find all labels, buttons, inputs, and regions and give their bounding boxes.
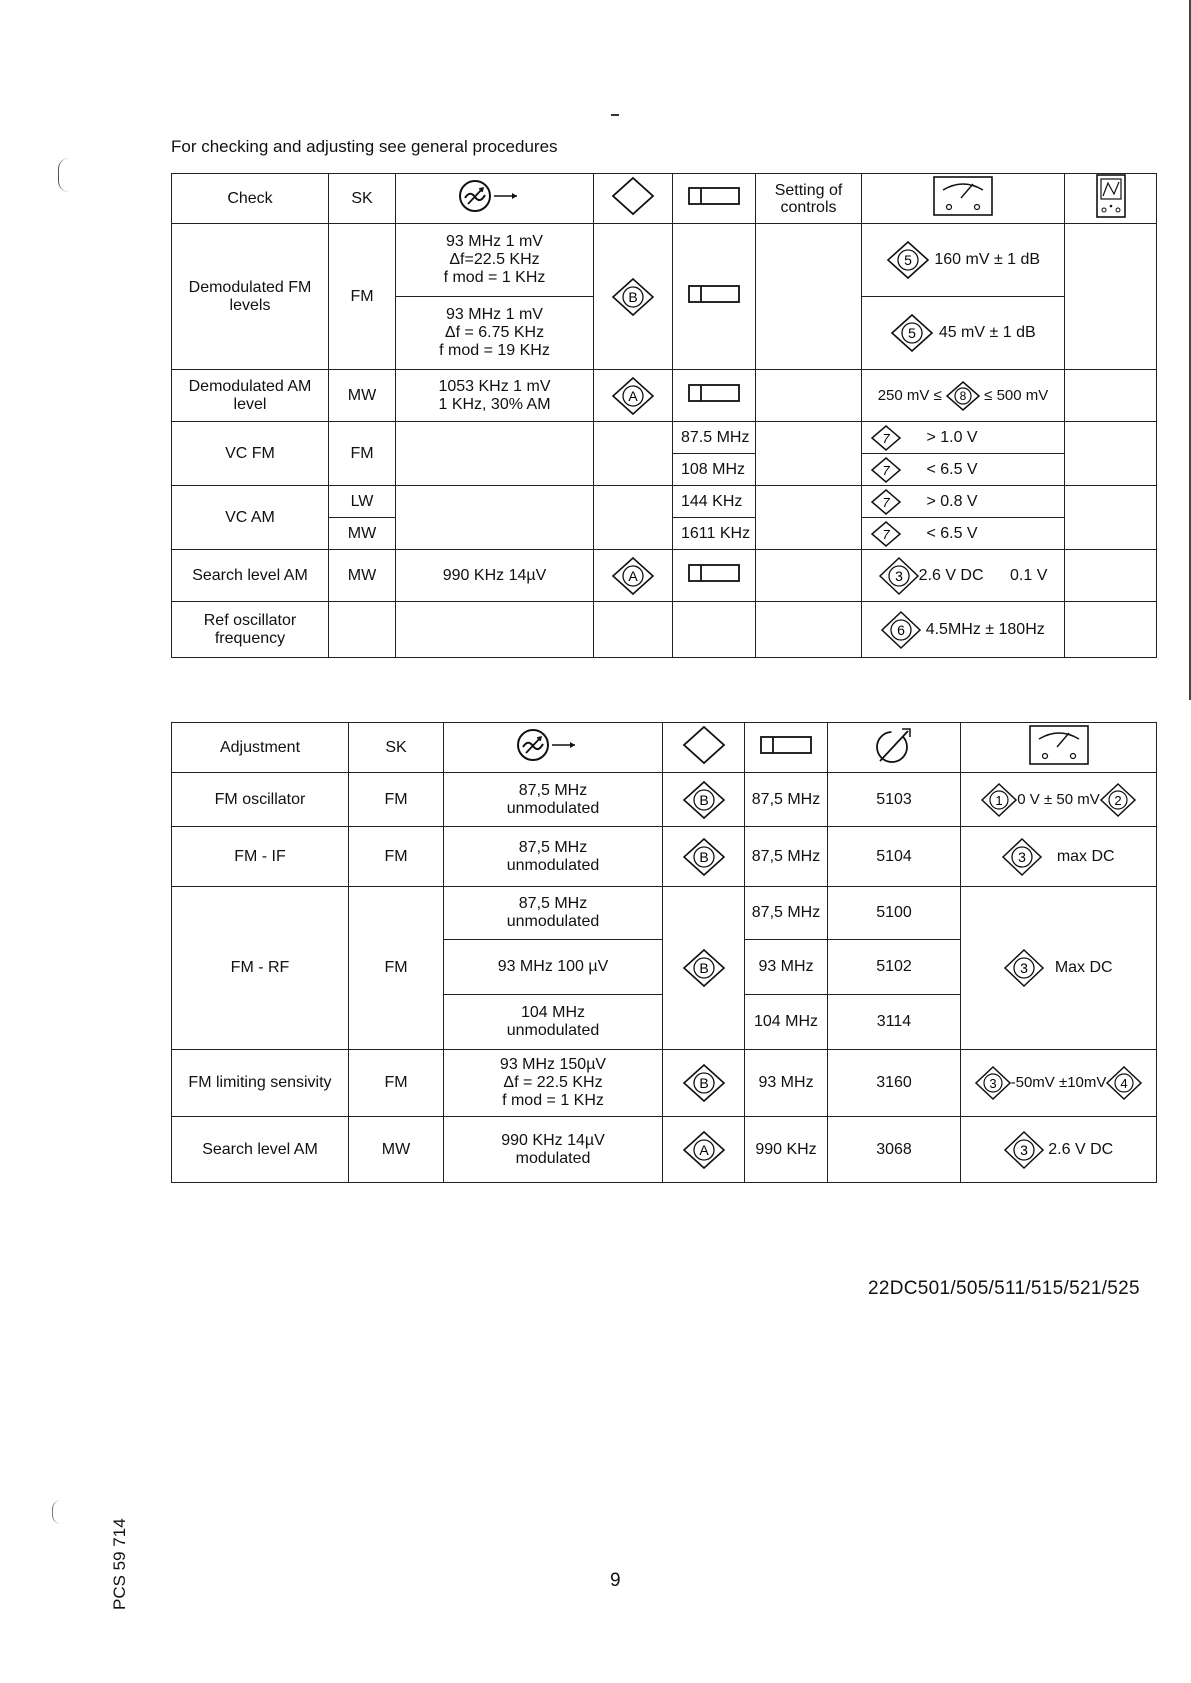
sk-cell: MW xyxy=(329,550,396,602)
header-sk: SK xyxy=(349,723,444,773)
row-label: VC AM xyxy=(172,486,329,550)
measure-cell: 7 > 0.8 V xyxy=(862,486,1065,518)
svg-text:6: 6 xyxy=(897,621,906,638)
row-label: FM - RF xyxy=(172,887,349,1050)
svg-text:B: B xyxy=(698,960,709,976)
sk-cell: MW xyxy=(329,370,396,422)
sk-cell: MW xyxy=(329,518,396,550)
measure-cell: 3 max DC xyxy=(961,827,1157,887)
tuning-cell xyxy=(673,370,756,422)
settings-cell xyxy=(756,224,862,370)
diamond-point-icon xyxy=(881,611,921,649)
adjustment-table xyxy=(171,722,1157,1183)
diamond-point-icon xyxy=(682,948,726,988)
tuning-value: 1611 KHz xyxy=(673,518,756,550)
diamond-point-icon xyxy=(946,381,980,411)
tuning-cell xyxy=(673,224,756,370)
measure-cell: 3 Max DC xyxy=(961,887,1157,1050)
diamond-point-icon xyxy=(870,457,902,483)
header-generator xyxy=(396,174,594,224)
adjust-value: 3160 xyxy=(828,1050,961,1117)
diamond-point-icon xyxy=(611,277,655,317)
sk-cell xyxy=(329,602,396,658)
svg-text:3: 3 xyxy=(1020,960,1029,976)
diamond-point-icon xyxy=(1002,838,1042,876)
svg-text:4: 4 xyxy=(1120,1076,1128,1091)
diamond-point-icon xyxy=(975,1066,1011,1100)
svg-text:3: 3 xyxy=(1019,1141,1028,1158)
signal-cell xyxy=(396,602,594,658)
header-check: Check xyxy=(172,174,329,224)
adjust-value: 5100 xyxy=(828,887,961,940)
settings-cell xyxy=(756,422,862,486)
tuning-scale-icon xyxy=(688,384,740,402)
tuning-cell xyxy=(673,602,756,658)
tuning-scale-icon xyxy=(688,187,740,205)
diamond-point-icon xyxy=(870,489,902,515)
svg-text:B: B xyxy=(628,288,638,305)
tuning-value: 87,5 MHz xyxy=(745,827,828,887)
signal-cell xyxy=(396,422,594,486)
scope-cell xyxy=(1065,370,1157,422)
punch-mark xyxy=(58,158,69,192)
header-scope xyxy=(1065,174,1157,224)
injection-point xyxy=(663,827,745,887)
svg-text:7: 7 xyxy=(882,494,890,510)
tuning-value: 93 MHz xyxy=(745,940,828,995)
diamond-point-icon xyxy=(870,425,902,451)
scan-mark xyxy=(611,114,619,116)
oscilloscope-icon xyxy=(1096,174,1126,218)
injection-point xyxy=(594,486,673,550)
svg-text:3: 3 xyxy=(894,567,903,584)
tuning-cell xyxy=(673,550,756,602)
injection-point xyxy=(594,422,673,486)
model-number: 22DC501/505/511/515/521/525 xyxy=(868,1278,1140,1299)
measure-cell: 3 2.6 V DC 0.1 V xyxy=(862,550,1065,602)
header-voltmeter xyxy=(961,723,1157,773)
svg-text:7: 7 xyxy=(882,430,890,446)
diamond-point-icon xyxy=(1004,1131,1044,1169)
tuning-value: 87,5 MHz xyxy=(745,773,828,827)
signal-generator-icon xyxy=(459,176,531,216)
svg-text:3: 3 xyxy=(1018,848,1027,865)
settings-cell xyxy=(756,370,862,422)
signal-cell: 104 MHz unmodulated xyxy=(444,995,663,1050)
measure-cell: 6 4.5MHz ± 180Hz xyxy=(862,602,1065,658)
header-injection xyxy=(594,174,673,224)
diamond-point-icon xyxy=(890,313,934,353)
diamond-point-icon xyxy=(886,240,930,280)
adjust-value: 3068 xyxy=(828,1117,961,1183)
svg-text:A: A xyxy=(698,1141,709,1158)
row-label: Demodulated AM level xyxy=(172,370,329,422)
voltmeter-icon xyxy=(933,176,993,216)
punch-mark xyxy=(52,1500,61,1524)
scope-cell xyxy=(1065,422,1157,486)
injection-point xyxy=(594,370,673,422)
sk-cell: FM xyxy=(349,887,444,1050)
tuning-scale-icon xyxy=(688,564,740,582)
row-label: VC FM xyxy=(172,422,329,486)
row-label: Ref oscillator frequency xyxy=(172,602,329,658)
svg-text:B: B xyxy=(698,848,709,865)
settings-cell xyxy=(756,486,862,550)
header-tuning xyxy=(745,723,828,773)
tuning-value: 87.5 MHz xyxy=(673,422,756,454)
diamond-point-icon xyxy=(1106,1066,1142,1100)
tuning-value: 144 KHz xyxy=(673,486,756,518)
diamond-point-icon xyxy=(682,1130,726,1170)
injection-point xyxy=(663,887,745,1050)
header-generator xyxy=(444,723,663,773)
tuning-value: 108 MHz xyxy=(673,454,756,486)
diamond-point-icon xyxy=(611,376,655,416)
scope-cell xyxy=(1065,224,1157,370)
measure-cell: 7 < 6.5 V xyxy=(862,454,1065,486)
svg-text:5: 5 xyxy=(904,252,912,268)
svg-text:7: 7 xyxy=(882,526,890,542)
sk-cell: MW xyxy=(349,1117,444,1183)
row-label: FM oscillator xyxy=(172,773,349,827)
signal-cell: 87,5 MHz unmodulated xyxy=(444,773,663,827)
scope-cell xyxy=(1065,602,1157,658)
tuning-value: 990 KHz xyxy=(745,1117,828,1183)
diamond-point-icon xyxy=(1100,783,1136,817)
settings-cell xyxy=(756,550,862,602)
row-label: FM - IF xyxy=(172,827,349,887)
diamond-point-icon xyxy=(682,837,726,877)
scope-cell xyxy=(1065,486,1157,550)
svg-text:B: B xyxy=(698,791,709,808)
svg-text:7: 7 xyxy=(882,462,890,478)
svg-text:1: 1 xyxy=(995,792,1003,808)
scope-cell xyxy=(1065,550,1157,602)
measure-cell: 5 160 mV ± 1 dB xyxy=(862,224,1065,297)
header-adjustment: Adjustment xyxy=(172,723,349,773)
document-code: PCS 59 714 xyxy=(110,1518,129,1610)
header-injection xyxy=(663,723,745,773)
signal-cell: 87,5 MHz unmodulated xyxy=(444,827,663,887)
svg-text:3: 3 xyxy=(988,1076,997,1091)
header-tuning xyxy=(673,174,756,224)
injection-point xyxy=(663,1050,745,1117)
signal-generator-icon xyxy=(517,725,589,765)
measure-cell: 7 > 1.0 V xyxy=(862,422,1065,454)
header-sk: SK xyxy=(329,174,396,224)
sk-cell: FM xyxy=(329,422,396,486)
injection-point xyxy=(663,1117,745,1183)
signal-cell: 93 MHz 1 mV Δf=22.5 KHz f mod = 1 KHz xyxy=(396,224,594,297)
injection-point xyxy=(594,224,673,370)
measure-cell: 1 0 V ± 50 mV 2 xyxy=(961,773,1157,827)
svg-text:2: 2 xyxy=(1114,792,1122,808)
settings-cell xyxy=(756,602,862,658)
adjust-value: 3114 xyxy=(828,995,961,1050)
injection-point xyxy=(594,550,673,602)
tuning-scale-icon xyxy=(688,285,740,303)
page-number: 9 xyxy=(610,1570,621,1591)
signal-cell: 93 MHz 1 mV Δf = 6.75 KHz f mod = 19 KHz xyxy=(396,297,594,370)
diamond-point-icon xyxy=(1004,949,1044,987)
svg-text:A: A xyxy=(628,387,638,404)
sk-cell: FM xyxy=(329,224,396,370)
header-settings: Setting of controls xyxy=(756,174,862,224)
diamond-point-icon xyxy=(682,725,726,765)
sk-cell: FM xyxy=(349,1050,444,1117)
row-label: FM limiting sensivity xyxy=(172,1050,349,1117)
intro-text: For checking and adjusting see general procedures xyxy=(171,137,558,156)
signal-cell xyxy=(396,486,594,550)
sk-cell: LW xyxy=(329,486,396,518)
row-label: Demodulated FM levels xyxy=(172,224,329,370)
measure-cell: 5 45 mV ± 1 dB xyxy=(862,297,1065,370)
svg-text:8: 8 xyxy=(959,388,967,403)
diamond-point-icon xyxy=(682,780,726,820)
diamond-point-icon xyxy=(682,1063,726,1103)
diamond-point-icon xyxy=(870,521,902,547)
adjust-value: 5103 xyxy=(828,773,961,827)
adjust-value: 5104 xyxy=(828,827,961,887)
injection-point xyxy=(663,773,745,827)
svg-text:B: B xyxy=(698,1075,709,1091)
signal-cell: 87,5 MHz unmodulated xyxy=(444,887,663,940)
adjust-value: 5102 xyxy=(828,940,961,995)
injection-point xyxy=(594,602,673,658)
signal-cell: 990 KHz 14µV xyxy=(396,550,594,602)
diamond-point-icon xyxy=(611,556,655,596)
tuning-value: 104 MHz xyxy=(745,995,828,1050)
measure-cell: 3 -50mV ±10mV 4 xyxy=(961,1050,1157,1117)
adjustment-tool-icon xyxy=(872,725,916,765)
svg-text:5: 5 xyxy=(908,325,917,341)
measure-cell: 7 < 6.5 V xyxy=(862,518,1065,550)
row-label: Search level AM xyxy=(172,550,329,602)
voltmeter-icon xyxy=(1029,725,1089,765)
tuning-value: 93 MHz xyxy=(745,1050,828,1117)
signal-cell: 93 MHz 100 µV xyxy=(444,940,663,995)
svg-text:A: A xyxy=(628,567,638,584)
diamond-point-icon xyxy=(981,783,1017,817)
header-adjust-tool xyxy=(828,723,961,773)
row-label: Search level AM xyxy=(172,1117,349,1183)
tuning-scale-icon xyxy=(760,736,812,754)
sk-cell: FM xyxy=(349,773,444,827)
measure-cell: 250 mV ≤ 8 ≤ 500 mV xyxy=(862,370,1065,422)
diamond-point-icon xyxy=(611,176,655,216)
signal-cell: 990 KHz 14µV modulated xyxy=(444,1117,663,1183)
signal-cell: 93 MHz 150µV Δf = 22.5 KHz f mod = 1 KHz xyxy=(444,1050,663,1117)
check-table xyxy=(171,173,1157,658)
header-voltmeter xyxy=(862,174,1065,224)
diamond-point-icon xyxy=(879,557,919,595)
measure-cell: 3 2.6 V DC xyxy=(961,1117,1157,1183)
signal-cell: 1053 KHz 1 mV 1 KHz, 30% AM xyxy=(396,370,594,422)
tuning-value: 87,5 MHz xyxy=(745,887,828,940)
sk-cell: FM xyxy=(349,827,444,887)
